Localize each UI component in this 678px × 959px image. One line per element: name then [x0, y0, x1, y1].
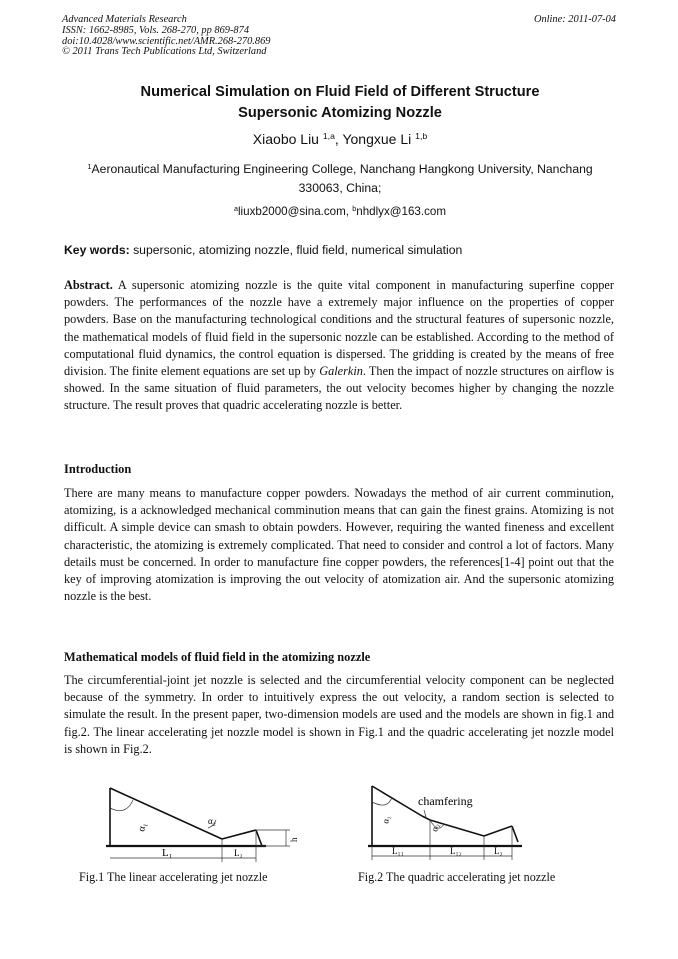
- abstract-italic: Galerkin: [319, 364, 363, 379]
- fig1-label-alpha1: α₁: [136, 821, 149, 833]
- journal-issn: ISSN: 1662-8985, Vols. 268-270, pp 869-874: [62, 24, 250, 36]
- title-line-2: Supersonic Atomizing Nozzle: [238, 105, 442, 121]
- email-a-sup: a: [233, 204, 238, 214]
- models-text: The circumferential-joint jet nozzle is selected and the circumferential velocity component can be neglected because of the symmetry. In order to intuitively express the out velocity, a random section is selected to simulate the result. In the present paper, two-dimension models are used and the models are shown in fig.1 and fig.2. The linear accelerating jet nozzle model is shown in Fig.1 and the quadric accelerating jet nozzle model is shown in Fig.2.: [64, 673, 614, 756]
- abstract-text-2: . Then the impact of nozzle structures on airflow is showed. In the same situation of fluid parameters, the out velocity becomes higher by changing the nozzle structure. The result proves that quadric accelerating nozzle is better.: [64, 364, 615, 413]
- abstract: [64, 277, 614, 415]
- keywords-text: supersonic, atomizing nozzle, fluid field, numerical simulation: [129, 243, 463, 257]
- fig1-converging-wall: [110, 788, 222, 839]
- author-2-name: Yongxue Li: [342, 131, 412, 147]
- fig1-label-L1: L₁: [162, 847, 173, 859]
- journal-name: Advanced Materials Research: [62, 14, 187, 25]
- fig1-label-alpha2: α₂: [208, 816, 216, 826]
- journal-doi: doi:10.4028/www.scientific.net/AMR.268-270.869: [62, 35, 271, 47]
- fig1-angle-arc-1: [110, 800, 133, 811]
- figure-2-diagram: [364, 780, 544, 868]
- fig1-label-h: h: [289, 837, 299, 842]
- author-emails: [60, 205, 620, 218]
- fig2-angle-arc-1: [372, 797, 392, 805]
- keywords-label: Key words:: [64, 243, 130, 257]
- fig2-chamfer-leader: [424, 810, 426, 817]
- fig1-diverging-wall: [222, 830, 256, 839]
- author-2-affil: 1,b: [415, 131, 428, 142]
- paper-title: [60, 82, 620, 124]
- fig2-outlet-wall: [512, 826, 518, 842]
- online-date: Online: 2011-07-04: [533, 14, 616, 25]
- figure-1-caption: Fig.1 The linear accelerating jet nozzle: [79, 870, 268, 884]
- fig1-nozzle-outline: [106, 788, 266, 846]
- abstract-label: Abstract.: [64, 278, 113, 292]
- figure-1-diagram: [100, 780, 310, 868]
- email-b: nhdlyx@163.com: [356, 205, 446, 218]
- affiliation-line-1: [70, 160, 610, 179]
- fig2-label-alpha1: α₁: [380, 814, 392, 825]
- email-a: liuxb2000@sina.com: [237, 205, 346, 218]
- fig1-label-L2: L₂: [234, 848, 243, 858]
- keywords: [64, 243, 616, 257]
- fig2-diverging-wall: [484, 826, 512, 836]
- journal-copyright: © 2011 Trans Tech Publications Ltd, Switzerland: [62, 46, 267, 58]
- abstract-text-1: A supersonic atomizing nozzle is the quite vital component in manufacturing superfine copper powders. The performances of the nozzle have a extremely major influence on the properties of copper powders. Base on the manufacturing technological conditions and the structural features of supersonic nozzle, the mathematical models of fluid field in the supersonic nozzle can be established. According to the method of computational fluid dynamics, the control equation is dispersed. The gridding is created by the means of free division. The finite element equations are set up by: [64, 278, 614, 379]
- affiliation: [70, 160, 610, 197]
- affiliation-text-1: Aeronautical Manufacturing Engineering College, Nanchang Hangkong University, Nanchang: [91, 162, 593, 176]
- models-heading: Mathematical models of fluid field in the atomizing nozzle: [64, 650, 371, 664]
- fig2-label-chamfering: chamfering: [418, 794, 473, 808]
- figure-2-caption: Fig.2 The quadric accelerating jet nozzle: [358, 870, 556, 884]
- email-separator: ,: [345, 205, 353, 218]
- affiliation-text-2: 330063, China;: [298, 180, 382, 195]
- introduction-text: There are many means to manufacture copper powders. Nowadays the method of air current comminution, atomizing, is a acknowledged mechanical comminution means that can gain the finest grains. Atomizing is not difficult. A simple device can smash to obtain powders. However, requiring the wanted fineness and excellent characteristic, the atomizing is extremely complicated. That need to consider and control a lot of factors. Many details must be concerned. In order to manufacture fine copper powders, the references[1-4] point out that the key of improving atomization is improving the out velocity of atomization air. And the supersonic atomizing nozzle is the best.: [64, 486, 614, 604]
- fig2-label-L12: L₁₂: [450, 846, 462, 856]
- fig2-label-L11: L₁₁: [392, 846, 404, 856]
- fig2-label-alpha2: α₂: [429, 822, 441, 833]
- journal-header: [62, 15, 618, 58]
- affiliation-sup: 1: [87, 161, 92, 171]
- fig1-outlet-wall: [256, 830, 262, 846]
- email-b-sup: b: [352, 204, 357, 214]
- author-list: [60, 131, 620, 147]
- author-1-name: Xiaobo Liu: [252, 131, 319, 147]
- title-line-1: Numerical Simulation on Fluid Field of Different Structure: [140, 84, 540, 100]
- author-separator: ,: [334, 131, 343, 147]
- author-1-affil: 1,a: [322, 131, 335, 142]
- introduction-heading: Introduction: [64, 462, 132, 476]
- fig2-first-converging-wall: [372, 786, 422, 816]
- fig2-label-L2: L₂: [494, 846, 503, 856]
